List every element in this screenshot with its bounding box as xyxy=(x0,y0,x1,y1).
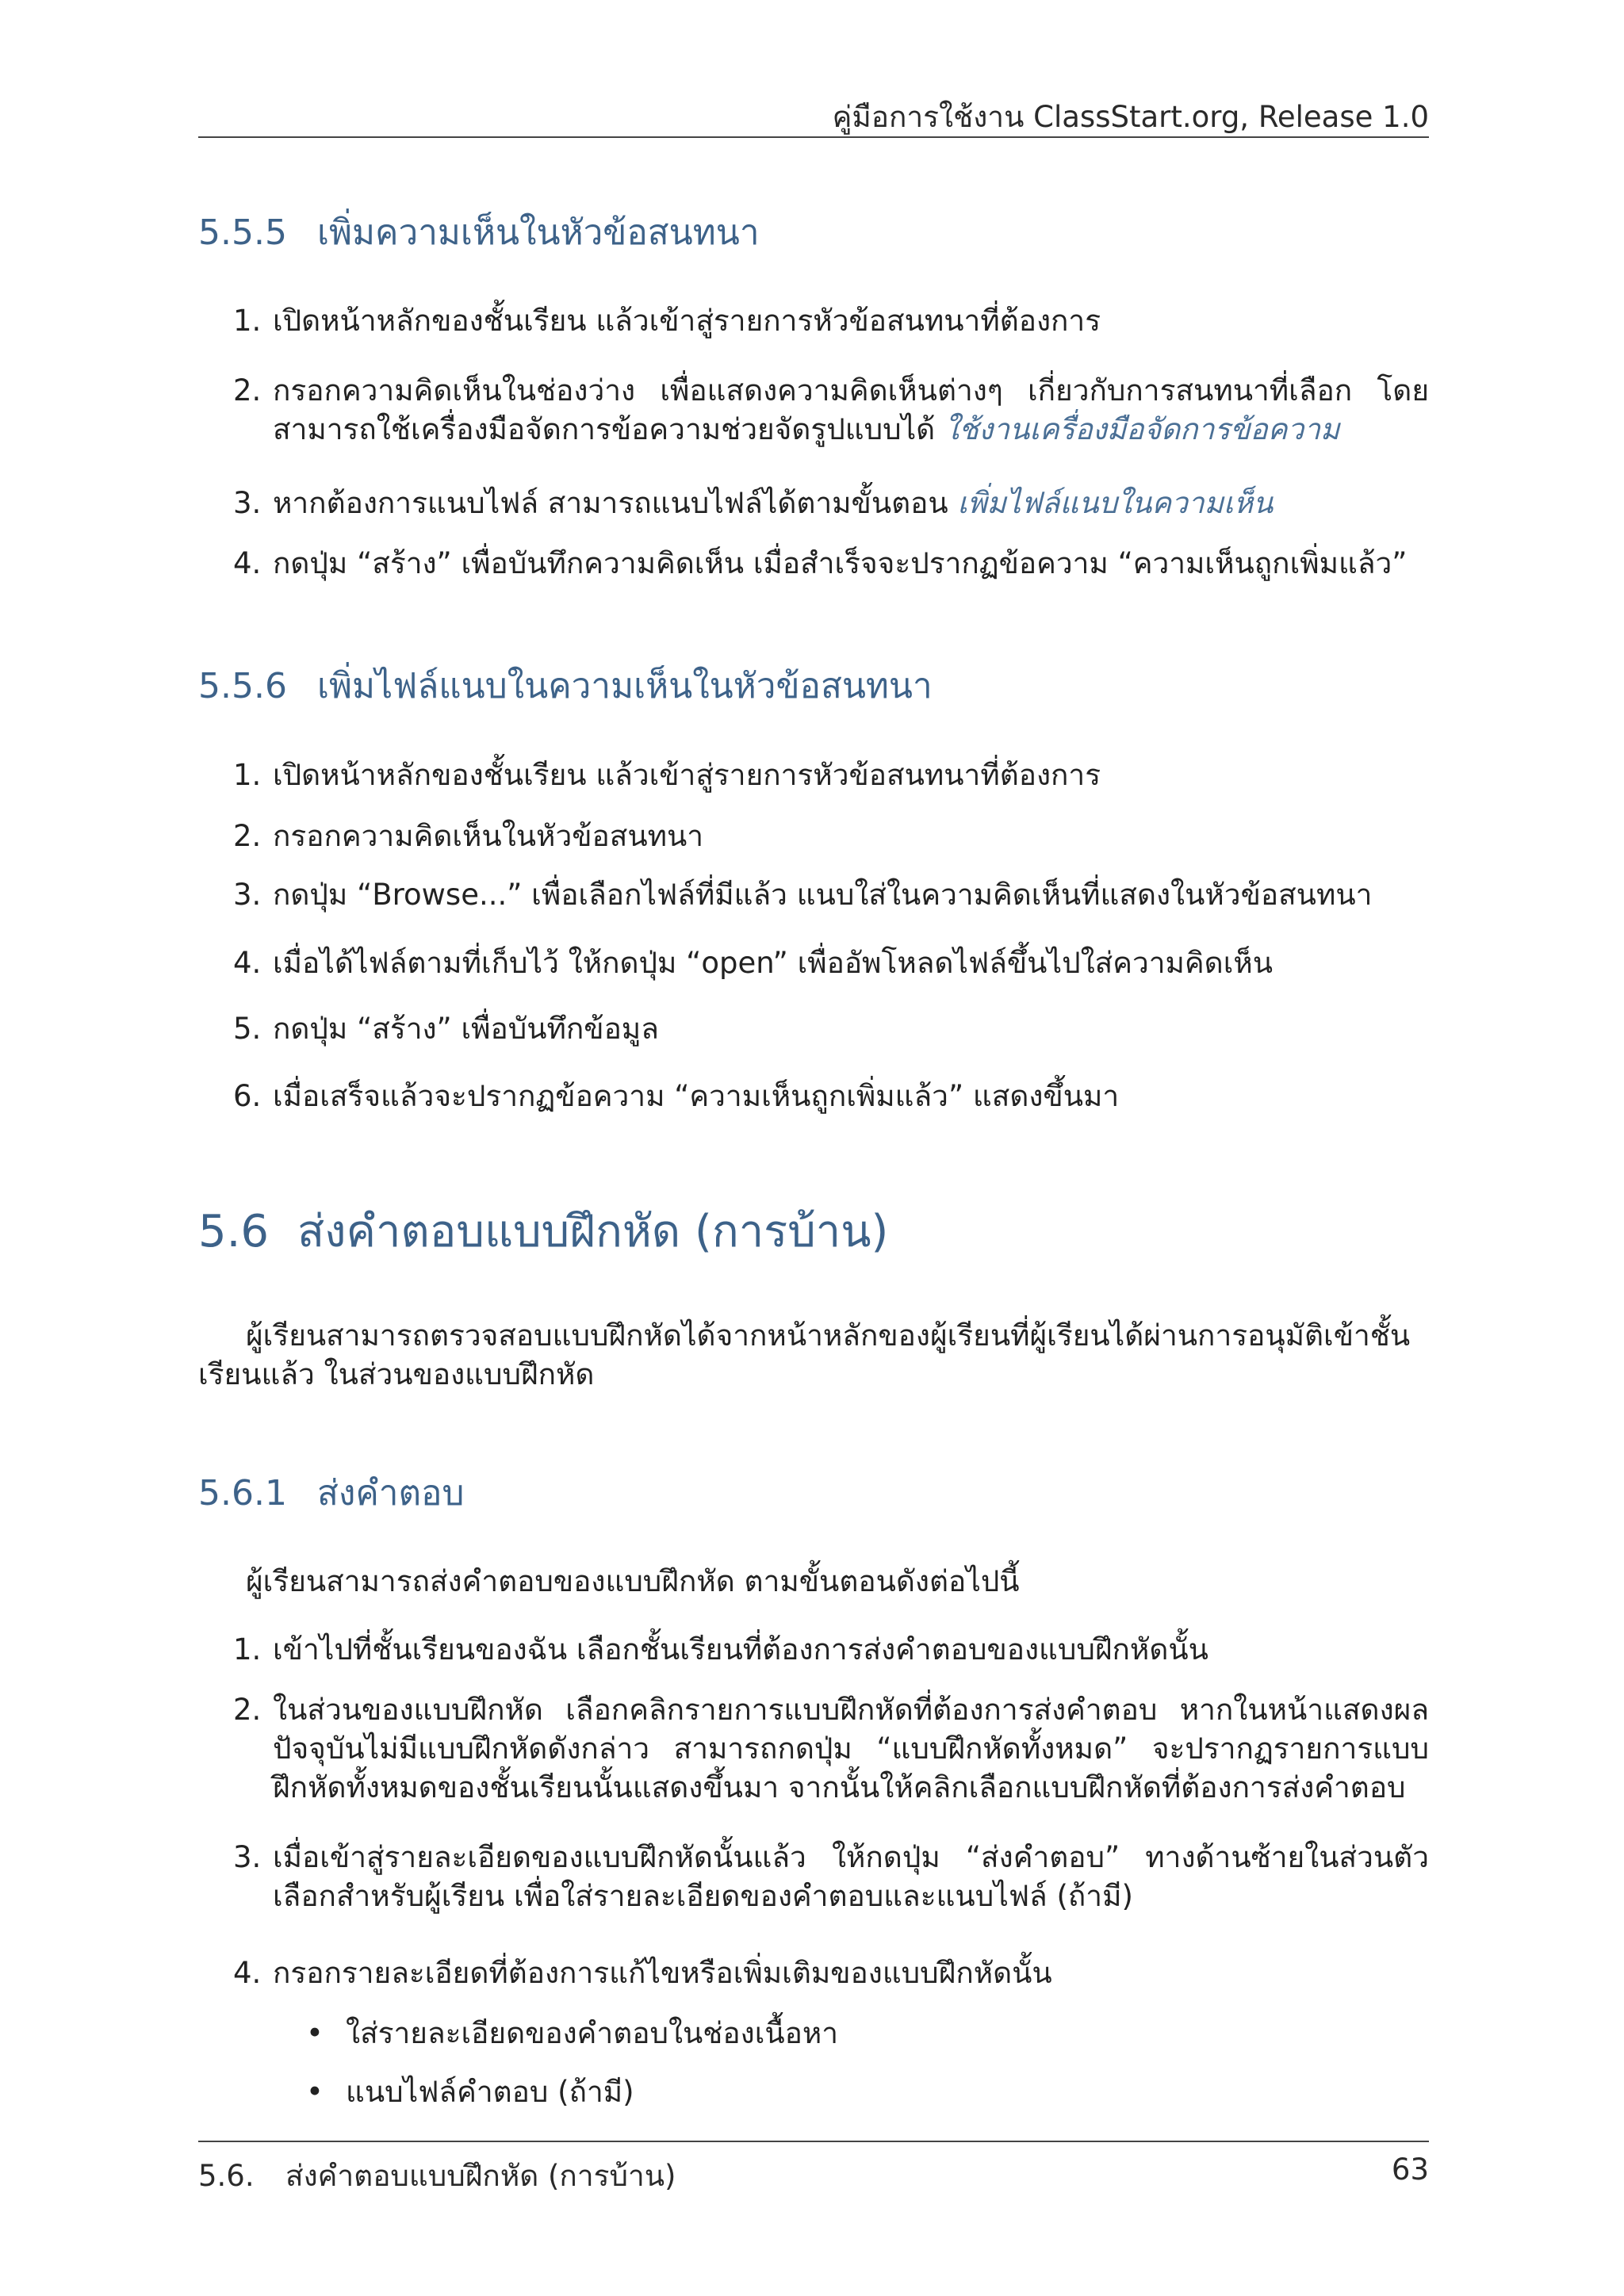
list-number: 4. xyxy=(233,1956,262,1990)
list-text: กรอกความคิดเห็นในหัวข้อสนทนา xyxy=(273,819,704,853)
heading-5-5-5 xyxy=(198,205,760,260)
heading-number: 5.5.5 xyxy=(198,212,287,253)
list-number: 3. xyxy=(233,1840,262,1874)
list-item xyxy=(233,875,1429,914)
heading-number: 5.5.6 xyxy=(198,666,287,706)
list-number: 2. xyxy=(233,373,262,408)
heading-5-6-1 xyxy=(198,1465,464,1521)
heading-title: ส่งคำตอบแบบฝึกหัด (การบ้าน) xyxy=(297,1206,889,1257)
list-text: เข้าไปที่ชั้นเรียนของฉัน เลือกชั้นเรียนที่ต้องการส่งคำตอบของแบบฝึกหัดนั้น xyxy=(273,1632,1208,1667)
list-item xyxy=(233,1077,1429,1115)
footer-section-title xyxy=(198,2152,676,2199)
heading-5-5-6 xyxy=(198,658,933,714)
bullet-item xyxy=(306,2014,838,2053)
heading-title: เพิ่มความเห็นในหัวข้อสนทนา xyxy=(317,212,760,253)
header-rule xyxy=(198,136,1429,138)
list-text: เปิดหน้าหลักของชั้นเรียน แล้วเข้าสู่รายการหัวข้อสนทนาที่ต้องการ xyxy=(273,304,1101,338)
list-item xyxy=(233,484,1429,522)
list-number: 1. xyxy=(233,304,262,338)
list-text: เปิดหน้าหลักของชั้นเรียน แล้วเข้าสู่รายการหัวข้อสนทนาที่ต้องการ xyxy=(273,758,1101,792)
list-item xyxy=(233,371,1429,449)
list-text: กดปุ่ม “สร้าง” เพื่อบันทึกข้อมูล xyxy=(273,1012,659,1046)
list-number: 5. xyxy=(233,1012,262,1046)
list-text: กรอกรายละเอียดที่ต้องการแก้ไขหรือเพิ่มเติมของแบบฝึกหัดนั้น xyxy=(273,1956,1052,1990)
document-page xyxy=(198,0,1429,2296)
list-item xyxy=(233,756,1429,794)
list-number: 2. xyxy=(233,819,262,853)
list-item xyxy=(233,943,1429,982)
running-header: คู่มือการใช้งาน ClassStart.org, Release 1.0 xyxy=(832,100,1429,134)
bullet-icon: • xyxy=(306,2075,324,2109)
page-number: 63 xyxy=(1391,2152,1429,2187)
list-number: 1. xyxy=(233,1632,262,1667)
list-text: กดปุ่ม “สร้าง” เพื่อบันทึกความคิดเห็น เมื่อสำเร็จจะปรากฏข้อความ “ความเห็นถูกเพิ่มแล้ว” xyxy=(273,546,1408,580)
section-intro-paragraph: ผู้เรียนสามารถตรวจสอบแบบฝึกหัดได้จากหน้าหลักของผู้เรียนที่ผู้เรียนได้ผ่านการอนุมัติเข้าชั้นเรียนแล้ว ในส่วนของแบบฝึกหัด xyxy=(198,1318,1411,1391)
list-number: 6. xyxy=(233,1079,262,1113)
list-item xyxy=(233,1690,1429,1807)
list-item xyxy=(233,1838,1429,1915)
bullet-icon: • xyxy=(306,2016,324,2050)
list-text: เมื่อเสร็จแล้วจะปรากฏข้อความ “ความเห็นถูกเพิ่มแล้ว” แสดงขึ้นมา xyxy=(273,1079,1120,1113)
list-item xyxy=(233,817,1429,855)
list-number: 1. xyxy=(233,758,262,792)
subsection-intro-paragraph: ผู้เรียนสามารถส่งคำตอบของแบบฝึกหัด ตามขั้นตอนดังต่อไปนี้ xyxy=(246,1564,1020,1598)
list-text: เมื่อได้ไฟล์ตามที่เก็บไว้ ให้กดปุ่ม “open” เพื่ออัพโหลดไฟล์ขึ้นไปใส่ความคิดเห็น xyxy=(273,946,1274,980)
list-item xyxy=(233,301,1429,340)
bullet-text: แนบไฟล์คำตอบ (ถ้ามี) xyxy=(346,2075,634,2109)
heading-number: 5.6 xyxy=(198,1206,270,1257)
list-text: หากต้องการแนบไฟล์ สามารถแนบไฟล์ได้ตามขั้นตอน เพิ่มไฟล์แนบในความเห็น xyxy=(273,486,1274,520)
footer-section-text: ส่งคำตอบแบบฝึกหัด (การบ้าน) xyxy=(285,2159,676,2193)
list-number: 2. xyxy=(233,1693,262,1727)
footer-section-number: 5.6. xyxy=(198,2159,255,2193)
list-item xyxy=(233,1954,1429,1992)
cross-reference-link[interactable]: ใช้งานเครื่องมือจัดการข้อความ xyxy=(944,412,1340,446)
list-text: กดปุ่ม “Browse...” เพื่อเลือกไฟล์ที่มีแล้ว แนบใส่ในความคิดเห็นที่แสดงในหัวข้อสนทนา xyxy=(273,878,1373,912)
list-text: ในส่วนของแบบฝึกหัด เลือกคลิกรายการแบบฝึกหัดที่ต้องการส่งคำตอบ หากในหน้าแสดงผลปัจจุบันไม่มีแบบฝึกหัดดังกล่าว สามารถกดปุ่ม “แบบฝึกหัดทั้งหมด” จะปรากฏรายการแบบฝึกหัดทั้งหมดของชั้นเรียนนั้นแสดงขึ้นมา จากนั้นให้คลิกเลือกแบบฝึกหัดที่ต้องการส่งคำตอบ xyxy=(273,1693,1429,1804)
bullet-text: ใส่รายละเอียดของคำตอบในช่องเนื้อหา xyxy=(346,2016,839,2050)
heading-title: เพิ่มไฟล์แนบในความเห็นในหัวข้อสนทนา xyxy=(317,666,933,706)
footer-rule xyxy=(198,2141,1429,2142)
cross-reference-link[interactable]: เพิ่มไฟล์แนบในความเห็น xyxy=(957,486,1274,520)
list-item xyxy=(233,1630,1429,1669)
list-text: เมื่อเข้าสู่รายละเอียดของแบบฝึกหัดนั้นแล้ว ให้กดปุ่ม “ส่งคำตอบ” ทางด้านซ้ายในส่วนตัวเลือกสำหรับผู้เรียน เพื่อใส่รายละเอียดของคำตอบและแนบไฟล์ (ถ้ามี) xyxy=(273,1840,1429,1913)
heading-title: ส่งคำตอบ xyxy=(317,1473,465,1513)
list-text: กรอกความคิดเห็นในช่องว่าง เพื่อแสดงความคิดเห็นต่างๆ เกี่ยวกับการสนทนาที่เลือก โดยสามารถใช้เครื่องมือจัดการข้อความช่วยจัดรูปแบบได้ ใช้งานเครื่องมือจัดการข้อความ xyxy=(273,373,1429,446)
list-number: 3. xyxy=(233,878,262,912)
list-item xyxy=(233,544,1429,583)
heading-number: 5.6.1 xyxy=(198,1473,287,1513)
heading-5-6 xyxy=(198,1196,888,1266)
bullet-item xyxy=(306,2072,634,2111)
list-number: 4. xyxy=(233,946,262,980)
list-item xyxy=(233,1009,1429,1048)
list-number: 4. xyxy=(233,546,262,580)
list-number: 3. xyxy=(233,486,262,520)
